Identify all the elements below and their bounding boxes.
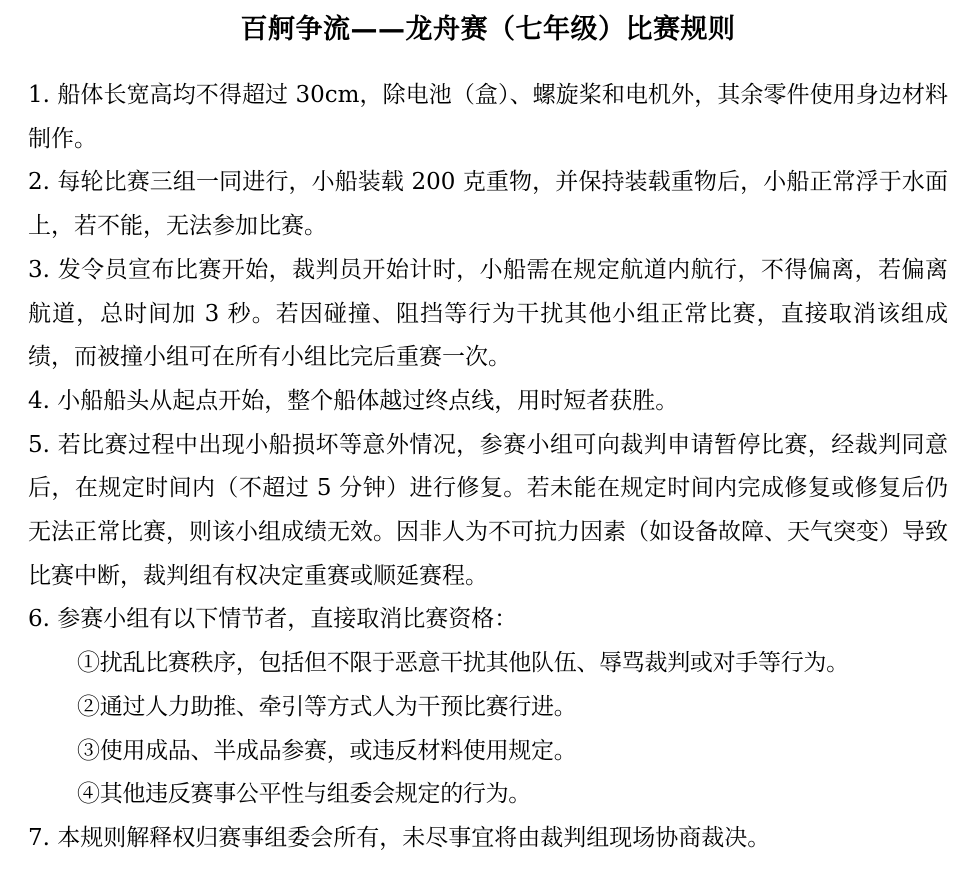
document-title: 百舸争流——龙舟赛（七年级）比赛规则 [240,14,736,45]
rule-3: 3. 发令员宣布比赛开始，裁判员开始计时，小船需在规定航道内航行，不得偏离，若偏离航道，总时间加 3 秒。若因碰撞、阻挡等行为干扰其他小组正常比赛，直接取消该组成绩，而被撞小组可在所有小组比完后重赛一次。 [28,256,948,371]
rule-1: 1. 船体长宽高均不得超过 30cm，除电池（盒）、螺旋桨和电机外，其余零件使用身边材料制作。 [28,82,948,152]
disqualification-item-3: ③使用成品、半成品参赛，或违反材料使用规定。 [77,737,577,764]
rule-7: 7. 本规则解释权归赛事组委会所有，未尽事宜将由裁判组现场协商裁决。 [28,824,771,851]
disqualification-item-1: ①扰乱比赛秩序，包括但不限于恶意干扰其他队伍、辱骂裁判或对手等行为。 [77,650,849,677]
rules-list [28,74,948,861]
rule-2: 2. 每轮比赛三组一同进行，小船装载 200 克重物，并保持装载重物后，小船正常浮于水面上，若不能，无法参加比赛。 [28,169,948,240]
rule-6: 6. 参赛小组有以下情节者，直接取消比赛资格： [28,606,518,633]
rule-4: 4. 小船船头从起点开始，整个船体越过终点线，用时短者获胜。 [28,387,679,414]
disqualification-item-4: ④其他违反赛事公平性与组委会规定的行为。 [77,781,532,808]
disqualification-item-2: ②通过人力助推、牵引等方式人为干预比赛行进。 [77,693,577,720]
rule-5: 5. 若比赛过程中出现小船损坏等意外情况，参赛小组可向裁判申请暂停比赛，经裁判同意后，在规定时间内（不超过 5 分钟）进行修复。若未能在规定时间内完成修复或修复后仍无法正常比赛，则该小组成绩无效。因非人为不可抗力因素（如设备故障、天气突变）导致比赛中断，裁判组有权决定重赛或顺延赛程。 [28,431,948,589]
